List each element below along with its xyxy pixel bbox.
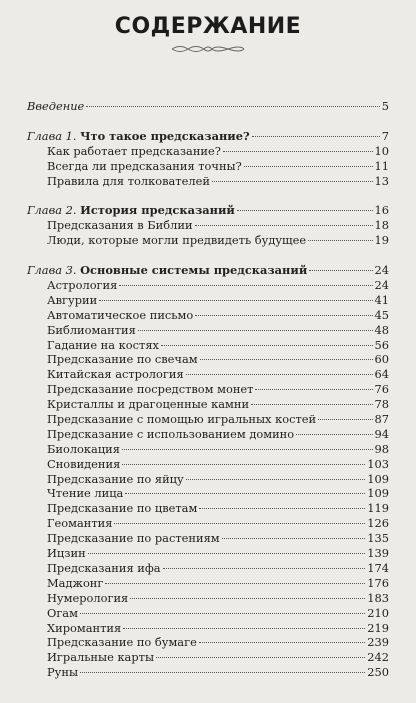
- entry-title: Люди, которые могли предвидеть будущее: [47, 233, 307, 248]
- toc-entry-label: [47, 591, 128, 606]
- toc-entry-label: [47, 665, 78, 680]
- entry-title: Как работает предсказание?: [47, 143, 221, 158]
- entry-title: Хиромантия: [47, 620, 122, 635]
- toc-entry-row[interactable]: [27, 516, 389, 531]
- entry-title: Предсказание по бумаге: [47, 635, 197, 650]
- page-number: 24: [374, 263, 389, 278]
- page-number: 242: [367, 650, 389, 665]
- dot-leader: [125, 493, 365, 494]
- section-gap: [27, 114, 389, 129]
- toc-entry-row[interactable]: [27, 501, 389, 516]
- toc-entry-label: [47, 442, 120, 457]
- toc-entry-row[interactable]: [27, 576, 389, 591]
- entry-title: Геомантия: [47, 516, 113, 531]
- dot-leader: [308, 240, 372, 241]
- toc-entry-label: [27, 99, 84, 114]
- toc-entry-row[interactable]: [27, 159, 389, 174]
- page-number: 250: [367, 665, 389, 680]
- toc-entry-row[interactable]: [27, 442, 389, 457]
- dot-leader: [123, 628, 365, 629]
- entry-title: Библиомантия: [47, 322, 136, 337]
- page-number: 11: [374, 158, 389, 173]
- toc-entry-label: [47, 486, 123, 501]
- toc-entry-label: [47, 516, 112, 531]
- page-number: 60: [374, 352, 389, 367]
- toc-entry-label: [47, 531, 220, 546]
- entry-title: Предсказание по цветам: [47, 501, 198, 516]
- page-number: 16: [374, 203, 389, 218]
- toc-chapter-row[interactable]: [27, 203, 389, 218]
- dot-leader: [200, 359, 373, 360]
- dot-leader: [195, 225, 373, 226]
- toc-entry-row[interactable]: [27, 635, 389, 650]
- toc-entry-row[interactable]: [27, 397, 389, 412]
- toc-entry-label: [47, 576, 103, 591]
- dot-leader: [119, 285, 372, 286]
- toc-entry-label: [47, 382, 253, 397]
- toc-entry-row[interactable]: [27, 352, 389, 367]
- toc-entry-label: [47, 606, 78, 621]
- page-number: 19: [374, 233, 389, 248]
- chapter-prefix: Глава 2.: [27, 203, 77, 218]
- page-number: 94: [374, 426, 389, 441]
- page-number: 5: [381, 99, 389, 113]
- toc-entry-row[interactable]: [27, 382, 389, 397]
- ornament-divider: [170, 44, 246, 54]
- toc-entry-row[interactable]: [27, 427, 389, 442]
- toc-entry-label: [47, 621, 121, 636]
- entry-title: Сновидения: [47, 456, 121, 471]
- toc-entry-row[interactable]: [27, 561, 389, 576]
- toc-entry-label: [47, 546, 86, 561]
- entry-title: Предсказание по свечам: [47, 352, 198, 367]
- toc-entry-label: [47, 561, 161, 576]
- page-number: 7: [381, 128, 389, 143]
- page-number: 139: [367, 546, 389, 561]
- toc-entry-row[interactable]: [27, 367, 389, 382]
- toc-chapter-row[interactable]: [27, 263, 389, 278]
- dot-leader: [199, 642, 365, 643]
- page-number: 45: [374, 307, 389, 322]
- page-number: 135: [367, 531, 389, 546]
- page-number: 98: [374, 441, 389, 456]
- toc-entry-label: [47, 174, 210, 189]
- entry-title: Чтение лица: [47, 486, 124, 501]
- page-title: СОДЕРЖАНИЕ: [114, 14, 302, 39]
- toc-list: [27, 99, 389, 680]
- dot-leader: [163, 568, 366, 569]
- toc-entry-label: [27, 263, 307, 278]
- page-number: 109: [367, 486, 389, 501]
- toc-entry-row[interactable]: [27, 472, 389, 487]
- chapter-title: Основные системы предсказаний: [80, 263, 308, 278]
- entry-title: Предсказание посредством монет: [47, 382, 254, 397]
- dot-leader: [296, 434, 372, 435]
- dot-leader: [244, 166, 373, 167]
- entry-title: Правила для толкователей: [47, 173, 210, 188]
- toc-entry-row[interactable]: [27, 621, 389, 636]
- dot-leader: [251, 404, 372, 405]
- page-number: 56: [374, 337, 389, 352]
- page-number: 48: [374, 322, 389, 337]
- page-number: 239: [367, 635, 389, 650]
- dot-leader: [130, 598, 365, 599]
- chapter-title: Что такое предсказание?: [80, 128, 250, 143]
- dot-leader: [114, 523, 365, 524]
- dot-leader: [255, 389, 372, 390]
- chapter-title: История предсказаний: [80, 203, 235, 218]
- toc-entry-label: [47, 367, 184, 382]
- dot-leader: [252, 136, 380, 137]
- page-number: 10: [374, 143, 389, 158]
- dot-leader: [99, 300, 372, 301]
- page-number: 109: [367, 471, 389, 486]
- page-number: 219: [367, 620, 389, 635]
- entry-title: Нумерология: [47, 590, 129, 605]
- toc-entry-label: [47, 308, 193, 323]
- entry-title: Руны: [47, 665, 79, 680]
- toc-entry-row[interactable]: [27, 591, 389, 606]
- entry-title: Огам: [47, 605, 78, 620]
- dot-leader: [80, 613, 365, 614]
- dot-leader: [122, 449, 373, 450]
- entry-title: Кристаллы и драгоценные камни: [47, 397, 250, 412]
- entry-title: Всегда ли предсказания точны?: [47, 158, 242, 173]
- dot-leader: [86, 106, 379, 107]
- toc-entry-label: [47, 144, 221, 159]
- toc-entry-row[interactable]: [27, 323, 389, 338]
- section-gap: [27, 188, 389, 203]
- dot-leader: [186, 479, 366, 480]
- toc-entry-row[interactable]: [27, 486, 389, 501]
- page-number: 176: [367, 575, 389, 590]
- dot-leader: [195, 315, 372, 316]
- toc-entry-row[interactable]: [27, 412, 389, 427]
- toc-entry-row[interactable]: [27, 308, 389, 323]
- chapter-prefix: Введение: [27, 99, 85, 113]
- toc-entry-label: [47, 650, 154, 665]
- page-number: 41: [374, 292, 389, 307]
- page-number: 210: [367, 605, 389, 620]
- toc-entry-label: [47, 427, 294, 442]
- dot-leader: [199, 508, 365, 509]
- toc-entry-label: [27, 203, 235, 218]
- entry-title: Автоматическое письмо: [47, 307, 194, 322]
- toc-entry-row[interactable]: [27, 606, 389, 621]
- dot-leader: [212, 181, 373, 182]
- entry-title: Авгурии: [47, 292, 98, 307]
- dot-leader: [156, 657, 365, 658]
- toc-entry-label: [47, 501, 197, 516]
- page-number: 119: [367, 501, 389, 516]
- toc-entry-label: [27, 129, 250, 144]
- toc-entry-label: [47, 338, 159, 353]
- toc-entry-row[interactable]: [27, 233, 389, 248]
- toc-entry-row[interactable]: [27, 144, 389, 159]
- page-number: 64: [374, 367, 389, 382]
- toc-entry-row[interactable]: [27, 218, 389, 233]
- chapter-prefix: Глава 3.: [27, 263, 77, 278]
- toc-entry-row[interactable]: [27, 531, 389, 546]
- entry-title: Биолокация: [47, 441, 120, 456]
- page-number: 87: [374, 412, 389, 427]
- page-number: 174: [367, 560, 389, 575]
- dot-leader: [105, 583, 365, 584]
- toc-entry-label: [47, 293, 97, 308]
- page-number: 18: [374, 218, 389, 233]
- toc-entry-label: [47, 412, 316, 427]
- page-number: 103: [367, 456, 389, 471]
- entry-title: Предсказание с помощью игральных костей: [47, 412, 317, 427]
- page-number: 183: [367, 590, 389, 605]
- entry-title: Предсказания ифа: [47, 560, 161, 575]
- toc-entry-label: [47, 323, 136, 338]
- entry-title: Предсказания в Библии: [47, 218, 193, 233]
- entry-title: Маджонг: [47, 575, 104, 590]
- toc-entry-label: [47, 397, 249, 412]
- toc-entry-row[interactable]: [27, 650, 389, 665]
- dot-leader: [88, 553, 366, 554]
- toc-entry-label: [47, 457, 120, 472]
- chapter-prefix: Глава 1.: [27, 128, 77, 143]
- toc-entry-label: [47, 159, 242, 174]
- page-number: 13: [374, 173, 389, 188]
- dot-leader: [309, 270, 372, 271]
- page-number: 126: [367, 516, 389, 531]
- dot-leader: [122, 464, 365, 465]
- entry-title: Гадание на костях: [47, 337, 159, 352]
- toc-chapter-row[interactable]: [27, 129, 389, 144]
- toc-entry-row[interactable]: [27, 174, 389, 189]
- toc-entry-row[interactable]: [27, 278, 389, 293]
- entry-title: Предсказание по яйцу: [47, 471, 184, 486]
- toc-entry-label: [47, 233, 306, 248]
- toc-entry-row[interactable]: [27, 546, 389, 561]
- entry-title: Китайская астрология: [47, 367, 184, 382]
- entry-title: Предсказание с использованием домино: [47, 426, 295, 441]
- entry-title: Предсказание по растениям: [47, 531, 220, 546]
- dot-leader: [222, 538, 366, 539]
- toc-entry-row[interactable]: [27, 293, 389, 308]
- toc-entry-label: [47, 278, 117, 293]
- page-number: 78: [374, 397, 389, 412]
- toc-entry-row[interactable]: [27, 338, 389, 353]
- dot-leader: [161, 345, 373, 346]
- toc-entry-label: [47, 472, 184, 487]
- entry-title: Ицзин: [47, 546, 86, 561]
- dot-leader: [237, 210, 373, 211]
- page-number: 76: [374, 382, 389, 397]
- dot-leader: [223, 151, 373, 152]
- dot-leader: [318, 419, 372, 420]
- section-gap: [27, 248, 389, 263]
- page-number: 24: [374, 278, 389, 293]
- dot-leader: [80, 672, 365, 673]
- toc-entry-row[interactable]: [27, 457, 389, 472]
- toc-entry-row[interactable]: [27, 665, 389, 680]
- toc-entry-label: [47, 218, 193, 233]
- entry-title: Игральные карты: [47, 650, 155, 665]
- entry-title: Астрология: [47, 278, 118, 293]
- toc-chapter-row[interactable]: [27, 99, 389, 114]
- dot-leader: [138, 330, 373, 331]
- toc-entry-label: [47, 635, 197, 650]
- dot-leader: [186, 374, 373, 375]
- toc-entry-label: [47, 352, 198, 367]
